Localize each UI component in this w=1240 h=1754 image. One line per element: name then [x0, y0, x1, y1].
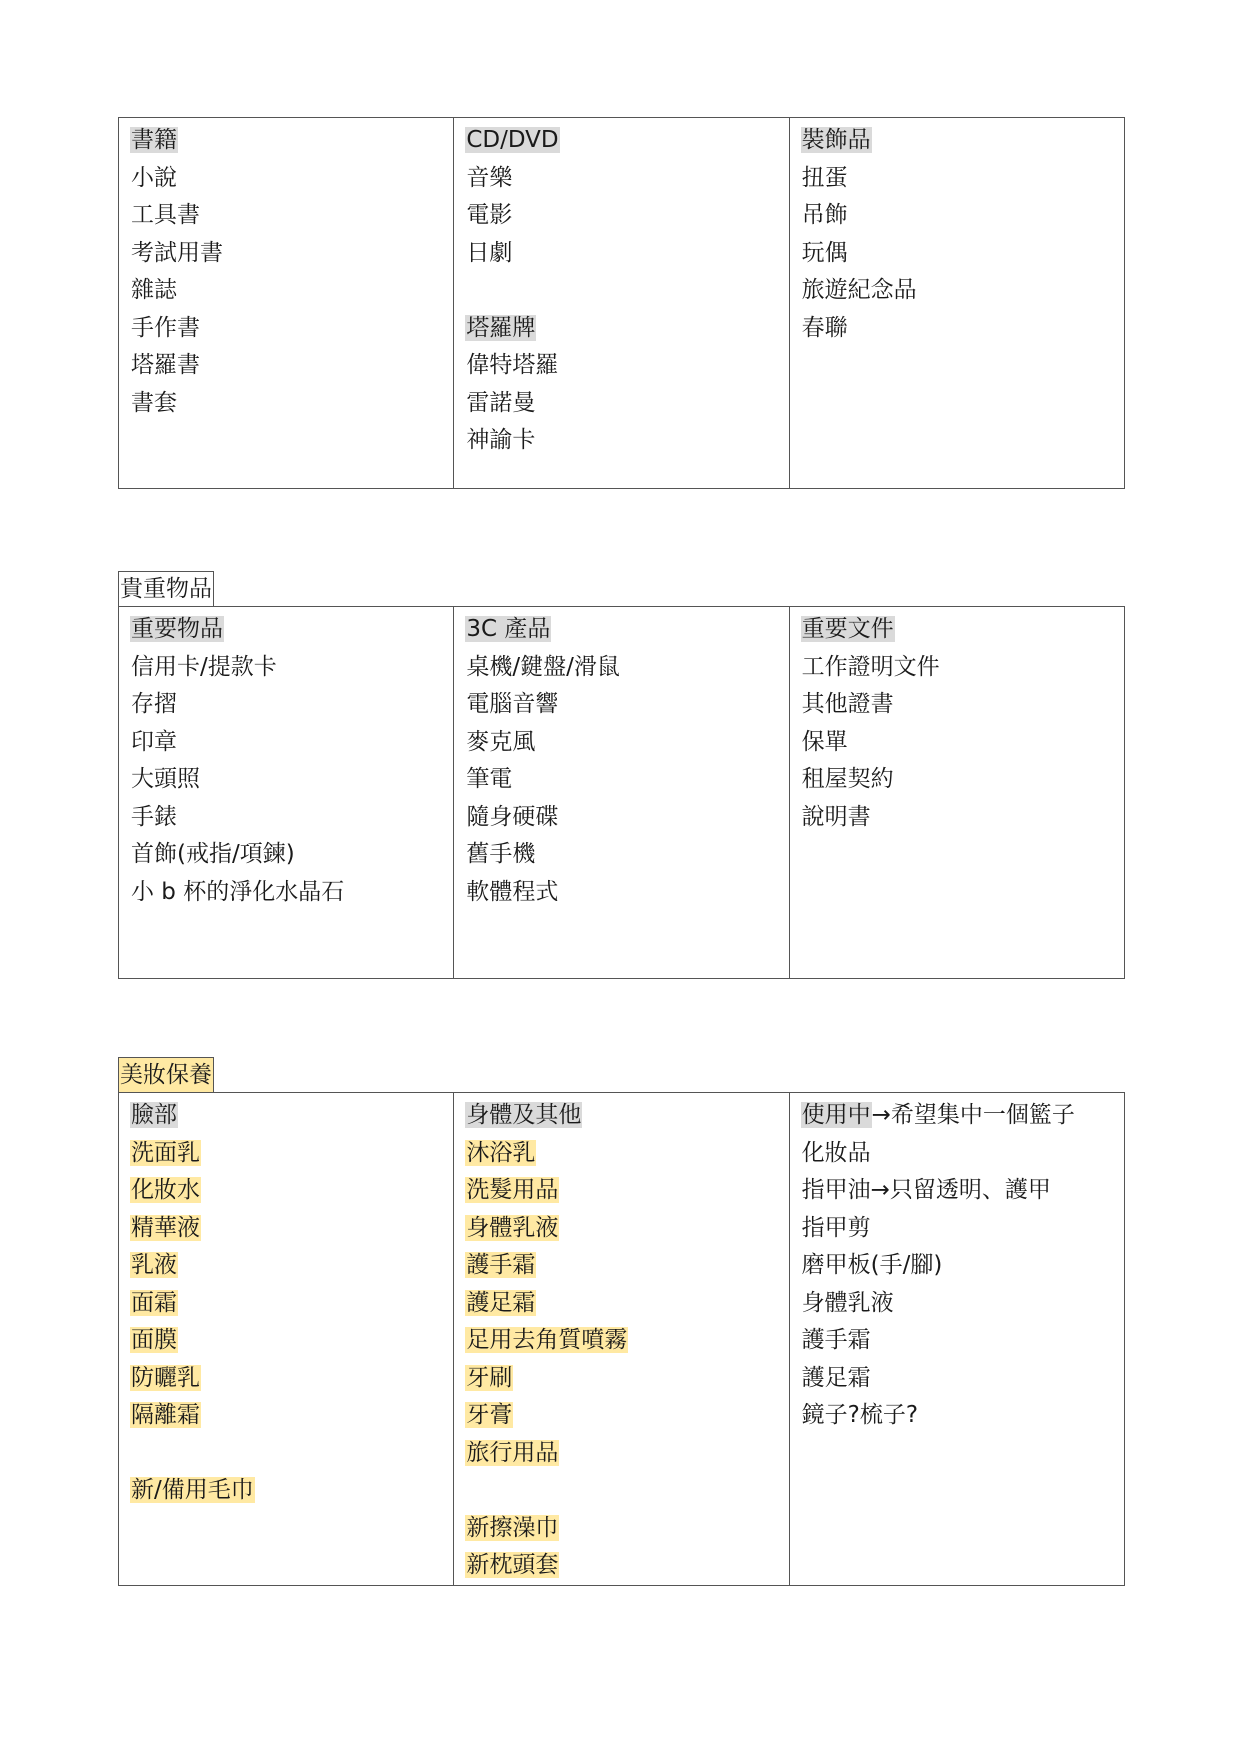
item-text: 音樂 [466, 164, 513, 191]
list-item [130, 310, 442, 348]
item-text: 信用卡/提款卡 [131, 653, 277, 680]
category-heading [801, 1097, 1113, 1135]
column-books [119, 118, 454, 489]
list-item [465, 1285, 777, 1323]
item-text: 麥克風 [466, 728, 536, 755]
list-item [130, 686, 442, 724]
list-item [465, 686, 777, 724]
item-text: 小說 [131, 164, 177, 191]
list-item [130, 347, 442, 385]
item-text: 旅行用品 [466, 1439, 559, 1466]
list-item [465, 1247, 777, 1285]
list-item [130, 836, 442, 874]
category-heading [801, 611, 1113, 649]
item-text: 春聯 [801, 314, 848, 341]
list-item [801, 649, 1113, 687]
item-text: 護手霜 [801, 1327, 871, 1353]
item-text: 電影 [466, 202, 513, 228]
list-item [465, 1322, 777, 1360]
list-item [801, 686, 1113, 724]
item-text: 乳液 [131, 1252, 177, 1278]
list-item [130, 874, 442, 912]
item-text: 身體及其他 [466, 1102, 582, 1128]
list-item [130, 1247, 442, 1285]
item-text: 筆電 [466, 766, 513, 792]
section-caption: 貴重物品 [118, 571, 214, 606]
list-item [801, 197, 1113, 235]
list-item [465, 197, 777, 235]
item-text: 指甲剪 [801, 1214, 871, 1241]
list-item [130, 197, 442, 235]
item-text: 日劇 [466, 239, 513, 266]
item-text: 工具書 [131, 202, 200, 228]
list-item [465, 1547, 777, 1585]
section-caption: 美妝保養 [118, 1057, 214, 1092]
item-text: 隔離霜 [131, 1402, 200, 1428]
column-in-use [789, 1093, 1124, 1586]
item-text: 神諭卡 [466, 427, 536, 453]
list-item [801, 799, 1113, 837]
list-item [465, 385, 777, 423]
column-important-items [119, 607, 454, 979]
item-text: 保單 [801, 728, 848, 755]
list-item [465, 347, 777, 385]
item-text: 旅遊紀念品 [801, 277, 917, 303]
list-item [130, 649, 442, 687]
item-text: 存摺 [131, 691, 177, 717]
section-valuables [118, 571, 1125, 979]
list-item [130, 235, 442, 273]
list-item [130, 761, 442, 799]
item-text: 防曬乳 [131, 1364, 200, 1391]
item-text: 吊飾 [801, 202, 848, 228]
item-text: 精華液 [131, 1214, 200, 1241]
item-text: 面霜 [131, 1289, 177, 1316]
list-item [801, 1322, 1113, 1360]
category-heading [465, 611, 777, 649]
category-table [118, 1092, 1125, 1586]
item-text: 雜誌 [131, 277, 177, 303]
list-item [801, 235, 1113, 273]
column-important-documents [789, 607, 1124, 979]
item-text: 玩偶 [801, 239, 848, 266]
item-text: 護足霜 [466, 1289, 536, 1316]
list-item [465, 1135, 777, 1173]
item-text: 新/備用毛巾 [131, 1477, 254, 1503]
column-3c-products [454, 607, 789, 979]
list-item [801, 272, 1113, 310]
column-decorations [789, 118, 1124, 489]
item-text: 工作證明文件 [801, 653, 940, 680]
item-text: 大頭照 [131, 766, 200, 792]
list-item [465, 649, 777, 687]
list-item [465, 422, 777, 460]
item-text: 其他證書 [801, 691, 894, 717]
list-item [465, 724, 777, 762]
item-text: 磨甲板(手/腳) [801, 1252, 943, 1278]
list-item [465, 799, 777, 837]
list-item [130, 1285, 442, 1323]
item-text: 電腦音響 [466, 691, 559, 717]
list-item [465, 1397, 777, 1435]
list-item [130, 1435, 442, 1473]
list-item [465, 761, 777, 799]
item-text: 手作書 [131, 314, 200, 341]
list-item [465, 874, 777, 912]
item-text: 小 b 杯的淨化水晶石 [131, 878, 345, 905]
list-item [465, 272, 777, 310]
item-text: 塔羅牌 [466, 314, 536, 341]
list-item [130, 385, 442, 423]
item-text: 雷諾曼 [466, 389, 536, 416]
list-item [130, 1172, 442, 1210]
column-cd-dvd-tarot [454, 118, 789, 489]
list-item [465, 1210, 777, 1248]
item-text: 重要物品 [131, 616, 223, 642]
item-text: CD/DVD [466, 127, 559, 153]
list-item [130, 1360, 442, 1398]
item-text: 護手霜 [466, 1252, 536, 1278]
item-text: 沐浴乳 [466, 1139, 536, 1166]
list-item [465, 1472, 777, 1510]
item-text: 鏡子?梳子? [801, 1402, 919, 1428]
item-text: 扭蛋 [801, 164, 848, 191]
list-item [801, 761, 1113, 799]
item-text: 臉部 [131, 1102, 177, 1128]
list-item [465, 1510, 777, 1548]
list-item [801, 1135, 1113, 1173]
category-table [118, 606, 1125, 979]
section-books-media [118, 117, 1125, 489]
item-note: →希望集中一個籃子 [871, 1102, 1075, 1128]
list-item [465, 836, 777, 874]
item-text: 書籍 [131, 127, 177, 153]
list-item [801, 1285, 1113, 1323]
item-text: 隨身硬碟 [466, 803, 559, 830]
item-text: 說明書 [801, 803, 871, 830]
item-text: 新枕頭套 [466, 1552, 559, 1578]
category-heading [130, 1097, 442, 1135]
list-item [801, 1247, 1113, 1285]
list-item [801, 160, 1113, 198]
item-text: 牙刷 [466, 1364, 513, 1391]
category-heading [130, 611, 442, 649]
list-item [130, 1210, 442, 1248]
section-beauty-care [118, 1057, 1125, 1586]
list-item [465, 235, 777, 273]
item-text: 洗髮用品 [466, 1177, 559, 1203]
list-item [801, 1397, 1113, 1435]
item-text: 考試用書 [131, 239, 223, 266]
item-text: 新擦澡巾 [466, 1514, 559, 1541]
item-text: 重要文件 [801, 616, 894, 642]
item-text: 桌機/鍵盤/滑鼠 [466, 653, 620, 680]
list-item [130, 724, 442, 762]
category-heading [130, 122, 442, 160]
list-item [801, 1210, 1113, 1248]
list-item [801, 724, 1113, 762]
item-text [465, 1477, 467, 1503]
item-text: 護足霜 [801, 1364, 871, 1391]
item-text: 舊手機 [466, 841, 536, 867]
list-item [801, 310, 1113, 348]
item-text: 洗面乳 [131, 1139, 200, 1166]
item-text [130, 1440, 132, 1466]
item-text: 偉特塔羅 [466, 352, 559, 378]
item-text: 裝飾品 [801, 127, 871, 153]
list-item [130, 1322, 442, 1360]
list-item [130, 1135, 442, 1173]
item-text: 租屋契約 [801, 766, 894, 792]
list-item [130, 1472, 442, 1510]
column-body-other [454, 1093, 789, 1586]
item-text: 面膜 [131, 1327, 177, 1353]
item-text: 使用中 [801, 1102, 871, 1128]
list-item [465, 1172, 777, 1210]
item-text: 足用去角質噴霧 [466, 1327, 628, 1353]
list-item [130, 1397, 442, 1435]
item-text: 3C 產品 [466, 616, 551, 642]
list-item [130, 160, 442, 198]
category-heading [801, 122, 1113, 160]
list-item [465, 1435, 777, 1473]
item-text: 書套 [131, 389, 177, 416]
item-text: 身體乳液 [801, 1289, 894, 1316]
category-heading [465, 1097, 777, 1135]
list-item [130, 272, 442, 310]
item-text: 牙膏 [466, 1402, 513, 1428]
list-item [465, 1360, 777, 1398]
category-table [118, 117, 1125, 489]
item-text: 化妝水 [131, 1177, 200, 1203]
item-text: 印章 [131, 728, 177, 755]
list-item [465, 310, 777, 348]
item-text: 軟體程式 [466, 878, 559, 905]
item-text: 塔羅書 [131, 352, 200, 378]
item-text: 身體乳液 [466, 1214, 559, 1241]
item-text: 首飾(戒指/項鍊) [131, 841, 295, 867]
column-face [119, 1093, 454, 1586]
list-item [801, 1360, 1113, 1398]
item-text: 手錶 [131, 803, 177, 830]
item-text: 化妝品 [801, 1139, 871, 1166]
list-item [465, 160, 777, 198]
list-item [130, 799, 442, 837]
category-heading [465, 122, 777, 160]
list-item [801, 1172, 1113, 1210]
item-text [465, 277, 467, 303]
item-text: 指甲油→只留透明、護甲 [801, 1177, 1051, 1203]
